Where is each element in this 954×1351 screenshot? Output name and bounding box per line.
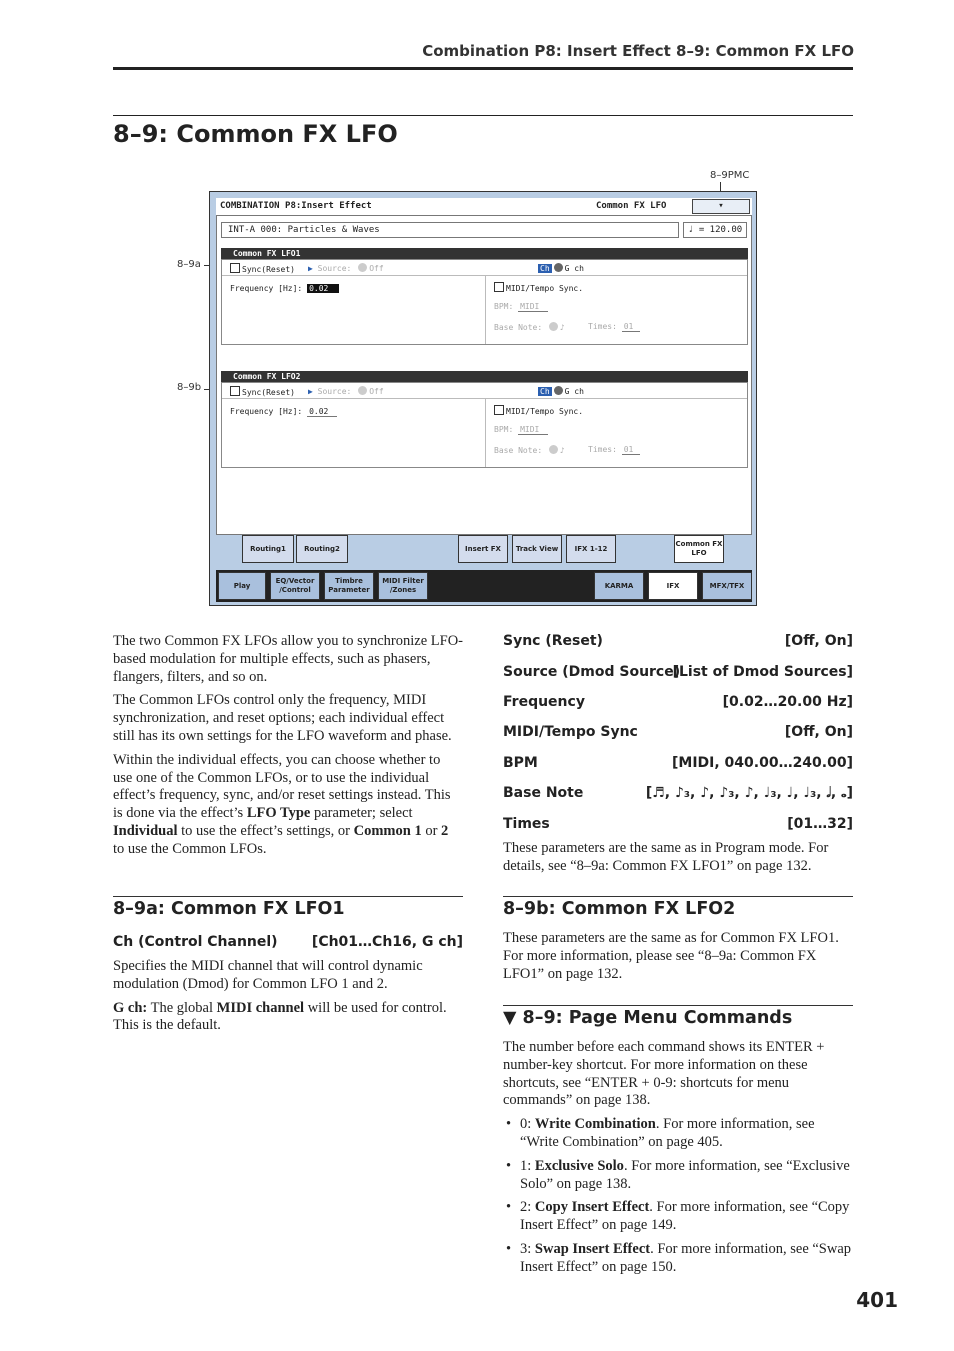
- section-rule: [503, 1005, 853, 1006]
- param-name: BPM: [503, 755, 538, 771]
- param-range: [01…32]: [787, 816, 853, 832]
- text: The global: [147, 999, 217, 1016]
- bpm-label: BPM:: [494, 425, 514, 434]
- text: parameter; select: [310, 805, 413, 822]
- text: 0:: [520, 1116, 535, 1133]
- page-menu-dropdown[interactable]: [692, 199, 750, 214]
- param-range: [♬, ♪₃, ♪, ♪₃, ♪, ♩₃, ♩, ♩₃, 𝅗𝅥, 𝅝]: [645, 785, 853, 801]
- param-sync-reset: [503, 633, 853, 649]
- tab-common-fx-lfo[interactable]: Common FX LFO: [674, 535, 724, 563]
- text: 3:: [520, 1240, 535, 1257]
- section-heading-9a: 8–9a: Common FX LFO1: [113, 899, 345, 919]
- bpm-value[interactable]: MIDI: [518, 425, 548, 435]
- lfo2-times-row: [588, 445, 640, 455]
- text: . For more information, see “Write Combination” on page 405.: [520, 1116, 815, 1150]
- same-as-program-paragraph: These parameters are the same as in Program mode. For details, see “8–9a: Common FX LFO1” on page 132.: [503, 840, 829, 874]
- running-header: Combination P8: Insert Effect 8–9: Common FX LFO: [422, 42, 854, 60]
- tab-karma[interactable]: KARMA: [594, 572, 644, 600]
- lfo2-sync-row: [230, 386, 295, 397]
- page-title: 8–9: Common FX LFO: [113, 120, 398, 148]
- ch-paragraph: Specifies the MIDI channel that will control dynamic modulation (Dmod) for Common LFO 1 and 2.: [113, 958, 423, 992]
- lfo1-bpm-row: [494, 302, 548, 312]
- tab-insert-fx[interactable]: Insert FX: [458, 535, 508, 563]
- lfo2-source-row: [308, 386, 384, 396]
- text-bold: LFO Type: [246, 805, 311, 822]
- knob-icon[interactable]: [358, 263, 367, 272]
- text: . For more information, see “Copy Insert Effect” on page 149.: [520, 1199, 850, 1234]
- param-source: [503, 664, 853, 680]
- common-lfo-paragraph: The Common LFOs control only the frequency, MIDI synchronization, and reset options; each individual effect still has its own settings for the LFO waveform and phase.: [113, 692, 452, 744]
- divider: [485, 276, 486, 344]
- tab-ifx[interactable]: IFX: [648, 572, 698, 600]
- note-icon: ♪: [560, 446, 565, 455]
- sync-label: Sync(Reset): [242, 265, 295, 274]
- param-midi-tempo-sync: [503, 724, 853, 740]
- screen-header-left: COMBINATION P8:Insert Effect: [220, 201, 372, 211]
- list-item: [503, 1116, 855, 1152]
- tab-timbre-parameter[interactable]: Timbre Parameter: [324, 572, 374, 600]
- callout-label-b: 8–9b: [177, 382, 202, 393]
- intro-paragraph: The two Common FX LFOs allow you to synchronize LFO-based modulation for multiple effects, such as phasers, flangers, filters, and so on.: [113, 633, 463, 685]
- title-rule: [113, 115, 853, 116]
- gch-paragraph: [113, 1000, 463, 1036]
- text-bold: MIDI channel: [216, 999, 305, 1016]
- list-item: [503, 1199, 855, 1235]
- times-label: Times:: [588, 322, 617, 331]
- lfo2-base-note-row: [494, 445, 565, 455]
- base-note-label: Base Note:: [494, 323, 543, 332]
- lfo1-panel: [221, 259, 748, 345]
- lfo1-times-row: [588, 322, 640, 332]
- ch-value: G ch: [564, 387, 584, 396]
- header-rule: [113, 67, 853, 70]
- text: to use the effect’s settings, or: [177, 822, 354, 839]
- param-name: Frequency: [503, 694, 585, 710]
- param-name: Sync (Reset): [503, 633, 603, 649]
- bpm-value[interactable]: MIDI: [518, 302, 548, 312]
- knob-icon[interactable]: [549, 445, 558, 454]
- freq-label: Frequency [Hz]:: [230, 407, 303, 416]
- lfo2-bpm-row: [494, 425, 548, 435]
- tab-play[interactable]: Play: [218, 572, 266, 600]
- lfo2-midi-sync-row: [494, 405, 583, 416]
- ch-description: [113, 958, 463, 1041]
- source-label: Source:: [317, 387, 352, 396]
- times-value[interactable]: 01: [622, 322, 640, 332]
- lfo1-midi-sync-row: [494, 282, 583, 293]
- ch-label: Ch: [540, 387, 550, 396]
- lfo1-title-bar: Common FX LFO1: [221, 248, 748, 259]
- text-bold: G ch:: [113, 999, 148, 1016]
- lfo1-sync-row: [230, 263, 295, 274]
- text: or: [421, 822, 442, 839]
- text: to use the Common LFOs.: [113, 840, 267, 857]
- text: . For more information, see “Exclusive Solo” on page 138.: [520, 1157, 850, 1192]
- tab-routing2[interactable]: Routing2: [296, 535, 348, 563]
- param-range: [MIDI, 040.00…240.00]: [671, 755, 853, 771]
- bpm-label: BPM:: [494, 302, 514, 311]
- lfo2-ch-row: [538, 386, 584, 396]
- section-rule: [503, 896, 853, 897]
- text-bold: Swap Insert Effect: [534, 1240, 651, 1257]
- callout-label-a: 8–9a: [177, 259, 201, 270]
- text-bold: 2: [441, 822, 449, 839]
- lfo-type-paragraph: [113, 752, 463, 859]
- lfo2-freq-row: [230, 407, 337, 417]
- param-range: [0.02…20.00 Hz]: [722, 694, 853, 710]
- sync-checkbox[interactable]: [230, 386, 240, 396]
- divider: [485, 399, 486, 467]
- menu-commands: [503, 1039, 855, 1283]
- times-label: Times:: [588, 445, 617, 454]
- ch-label: Ch: [540, 264, 550, 273]
- lfo2-paragraph: These parameters are the same as for Common FX LFO1. For more information, please see “8–9a: Common FX LFO1” on page 132.: [503, 930, 839, 982]
- midi-sync-label: MIDI/Tempo Sync.: [506, 284, 584, 293]
- section-heading-9b: 8–9b: Common FX LFO2: [503, 899, 736, 919]
- lfo2-description: [503, 930, 853, 989]
- tempo-field[interactable]: ♩ = 120.00: [683, 222, 747, 238]
- param-name: Ch (Control Channel): [113, 934, 278, 950]
- section-rule: [113, 896, 463, 897]
- tab-mfx-tfx[interactable]: MFX/TFX: [702, 572, 752, 600]
- text-bold: Write Combination: [534, 1116, 656, 1133]
- param-name: MIDI/Tempo Sync: [503, 724, 638, 740]
- page-tabs: [216, 535, 752, 565]
- tab-midi-filter-zones[interactable]: MIDI Filter /Zones: [378, 572, 428, 600]
- text: Within the individual effects, you can choose whether to use one of the Common LFOs, or to use the individual effect’s frequency, sync, and/or reset settings instead. This is done via the effect’s: [113, 751, 451, 822]
- arrow-right-icon: ▶: [308, 264, 313, 273]
- knob-icon[interactable]: [554, 263, 563, 272]
- sync-label: Sync(Reset): [242, 388, 295, 397]
- text: . For more information, see “Swap Insert Effect” on page 150.: [520, 1240, 852, 1275]
- freq-label: Frequency [Hz]:: [230, 284, 303, 293]
- text: 2:: [520, 1199, 535, 1216]
- list-item: [503, 1241, 855, 1277]
- ch-value: G ch: [564, 264, 584, 273]
- tab-ifx-1-12[interactable]: IFX 1-12: [566, 535, 616, 563]
- times-value[interactable]: 01: [622, 445, 640, 455]
- lfo1-freq-row: [230, 284, 339, 293]
- param-frequency: [503, 694, 853, 710]
- param-ch: [113, 934, 463, 950]
- screen-header-right: Common FX LFO: [596, 201, 667, 211]
- param-name: Source (Dmod Source): [503, 664, 681, 680]
- screen-capture: [209, 191, 757, 606]
- text-bold: Copy Insert Effect: [534, 1199, 650, 1216]
- param-range: [Off, On]: [784, 633, 853, 649]
- param-name: Base Note: [503, 785, 584, 801]
- midi-sync-label: MIDI/Tempo Sync.: [506, 407, 584, 416]
- param-base-note: [503, 785, 853, 801]
- lfo2-panel: [221, 382, 748, 468]
- program-mode-note: [503, 840, 855, 882]
- section-heading-menu: ▼ 8–9: Page Menu Commands: [503, 1008, 793, 1028]
- left-column: [113, 633, 463, 865]
- tab-eq-vector-control[interactable]: EQ/Vector /Control: [270, 572, 320, 600]
- knob-icon[interactable]: [549, 322, 558, 331]
- source-value: Off: [369, 264, 384, 273]
- lfo1-base-note-row: [494, 322, 565, 332]
- param-bpm: [503, 755, 853, 771]
- midi-sync-checkbox[interactable]: [494, 282, 504, 292]
- midi-sync-checkbox[interactable]: [494, 405, 504, 415]
- param-range: [Ch01…Ch16, G ch]: [311, 934, 463, 950]
- screen-body: [216, 215, 752, 535]
- screen-id-label: 8–9PMC: [710, 170, 750, 181]
- tab-track-view[interactable]: Track View: [512, 535, 562, 563]
- param-name: Times: [503, 816, 550, 832]
- menu-command-list: [503, 1116, 855, 1276]
- lfo1-source-row: [308, 263, 384, 273]
- source-value: Off: [369, 387, 384, 396]
- text-bold: Common 1: [353, 822, 422, 839]
- text-bold: Individual: [113, 822, 178, 839]
- freq-value[interactable]: 0.02: [307, 284, 339, 293]
- menu-intro-paragraph: The number before each command shows its ENTER + number-key shortcut. For more information on these shortcuts, see “ENTER + 0-9: shortcuts for menu commands” on page 138.: [503, 1039, 825, 1109]
- text: 1:: [520, 1157, 535, 1174]
- param-range: [List of Dmod Sources]: [672, 664, 853, 680]
- param-range: [Off, On]: [784, 724, 853, 740]
- screen-header: [216, 198, 752, 216]
- sync-checkbox[interactable]: [230, 263, 240, 273]
- knob-icon[interactable]: [358, 386, 367, 395]
- mode-tabs: [216, 570, 752, 602]
- text-bold: Exclusive Solo: [534, 1157, 624, 1174]
- list-item: [503, 1158, 855, 1194]
- tab-routing1[interactable]: Routing1: [242, 535, 294, 563]
- source-label: Source:: [317, 264, 352, 273]
- program-select[interactable]: INT-A 000: Particles & Waves: [221, 222, 679, 238]
- freq-value[interactable]: 0.02: [307, 407, 337, 417]
- text: will be used for control. This is the default.: [113, 999, 447, 1034]
- knob-icon[interactable]: [554, 386, 563, 395]
- page-number: 401: [856, 1288, 898, 1312]
- chevron-down-icon: ▾: [718, 201, 724, 211]
- lfo2-title-bar: Common FX LFO2: [221, 371, 748, 382]
- lfo1-ch-row: [538, 263, 584, 273]
- arrow-right-icon: ▶: [308, 387, 313, 396]
- note-icon: ♪: [560, 323, 565, 332]
- param-times: [503, 816, 853, 832]
- base-note-label: Base Note:: [494, 446, 543, 455]
